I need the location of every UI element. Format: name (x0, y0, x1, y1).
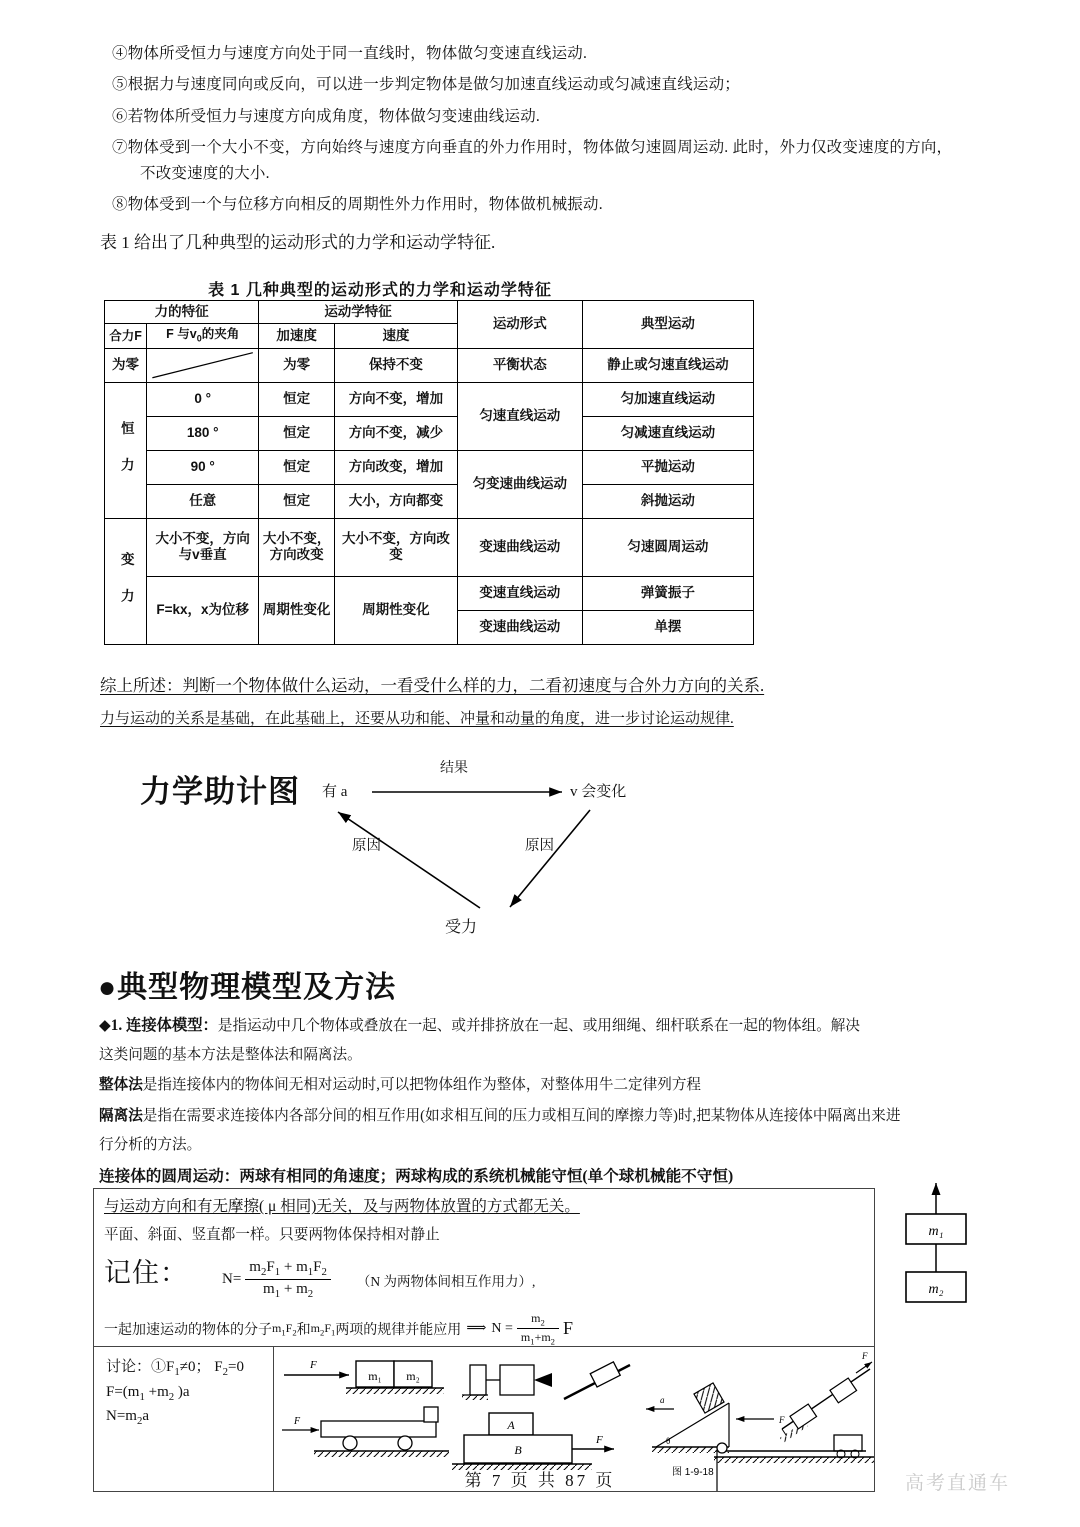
cell-spring-velocity: 周期性变化 (335, 576, 458, 644)
table-row (105, 450, 754, 484)
line3-term-2: $m_2F_1$ (310, 1320, 336, 1338)
line3-fraction (517, 1311, 559, 1347)
svg-text:F: F (294, 1416, 301, 1427)
diagram-node-v: v 会变化 (570, 784, 627, 800)
cell-spring-typical-1: 单摆 (582, 610, 753, 644)
equation-fraction (245, 1259, 331, 1300)
cell-diagonal-slash (147, 348, 259, 382)
cell-zero-typical: 静止或匀速直线运动 (582, 348, 753, 382)
discussion-line-3: $N=m_2a$ (106, 1408, 150, 1428)
svg-text:F: F (862, 1351, 868, 1361)
cell-var-angle: 大小不变，方向与v垂直 (147, 518, 259, 576)
line3-mid: 和 (296, 1322, 311, 1338)
whole-method (99, 1075, 987, 1096)
diagram-arrows (100, 752, 720, 952)
characteristics-table (104, 300, 754, 645)
cell-velocity-2: 方向改变，增加 (335, 450, 458, 484)
table-row (105, 576, 754, 610)
force-motion-diagram (100, 752, 720, 952)
discussion-line-2: $F=(m_1 +m_2$ )a (106, 1383, 190, 1403)
intro-item-7: ⑦物体受到一个大小不变，方向始终与速度方向垂直的外力作用时，物体做匀速圆周运动. 此时，外力仅改变速度的方向， (112, 139, 953, 157)
whole-method-label: 整体法 (99, 1077, 143, 1094)
equation-note: （N 为两物体间相互作用力）, (356, 1273, 536, 1289)
intro-item-5: ⑤根据力与速度同向或反向，可以进一步判定物体是做匀加速直线运动或匀减速直线运动； (112, 76, 741, 94)
isolate-method-cont: 行分析的方法。 (99, 1136, 202, 1153)
svg-text:a: a (660, 1395, 665, 1405)
diagram-node-force: 受力 (445, 919, 478, 936)
cell-typical-2: 平抛运动 (582, 450, 753, 484)
cell-angle-0: 0 ° (147, 382, 259, 416)
isolate-method-label: 隔离法 (99, 1108, 143, 1125)
line3-term-1: $m_1F_2$ (272, 1320, 297, 1338)
cell-typical-1: 匀减速直线运动 (582, 416, 753, 450)
summary-block (100, 672, 1000, 728)
cell-var-accel: 大小不变，方向改变 (259, 518, 335, 576)
cell-velocity-3: 大小，方向都变 (335, 484, 458, 518)
cell-var-velocity: 大小不变，方向改变 (335, 518, 458, 576)
cell-velocity-1: 方向不变，减少 (335, 416, 458, 450)
diagram-edge-cause-left: 原因 (352, 838, 381, 854)
discussion-line-1: 讨论：$①F_1\ne 0$； $F_2=0$ (106, 1359, 244, 1378)
table-row (105, 484, 754, 518)
th-velocity: 速度 (335, 324, 458, 348)
fraction-denominator: $m_1 + m_2$ (263, 1281, 314, 1300)
diagram-node-a: 有 a (322, 784, 348, 800)
intro-item-6: ⑥若物体所受恒力与速度方向成角度，物体做匀变速曲线运动. (112, 107, 540, 125)
diagram-edge-result: 结果 (440, 761, 468, 776)
fraction-numerator: $m_2F_1 + m_1F_2$ (245, 1259, 331, 1280)
cell-constant-force-label: 恒 力 (105, 382, 147, 518)
model-item-1-cont: 这类问题的基本方法是整体法和隔离法。 (99, 1046, 362, 1063)
isolate-method-text: 是指在需要求连接体内各部分间的相互作用(如求相互间的压力或相互间的摩擦力等)时,把某物体从连接体中隔离出来进 (142, 1108, 901, 1125)
th-motion-form: 运动形式 (457, 301, 582, 349)
th-force-group: 力的特征 (105, 301, 259, 324)
intro-item-4: ④物体所受恒力与速度方向处于同一直线时，物体做匀变速直线运动. (112, 45, 588, 62)
diagram-edge-cause-right: 原因 (525, 838, 554, 854)
intro-item-7-cont: 不改变速度的大小. (140, 164, 270, 182)
cell-form-uniform-curve: 匀变速曲线运动 (457, 450, 582, 518)
model-item-1-label: ◆1. 连接体模型： (99, 1017, 218, 1034)
intro-item-8: ⑧物体受到一个与位移方向相反的周期性外力作用时，物体做机械振动. (112, 196, 603, 214)
line3-f: F (562, 1318, 573, 1339)
equation-lhs: N= (222, 1271, 242, 1287)
page-footer: 第 7 页 共 87 页 (464, 1471, 616, 1490)
table-row (105, 382, 754, 416)
cell-accel-3: 恒定 (259, 484, 335, 518)
cell-accel-1: 恒定 (259, 416, 335, 450)
cell-zero-resultant: 为零 (105, 348, 147, 382)
summary-line-2: 力与运动的关系是基础，在此基础上，还要从功和能、冲量和动量的角度，进一步讨论运动规律. (100, 711, 734, 727)
whole-method-text: 是指连接体内的物体间无相对运动时,可以把物体组作为整体，对整体用牛二定律列方程 (142, 1077, 702, 1094)
figure-label: 图 1-9-18 (672, 1467, 714, 1478)
cell-accel-0: 恒定 (259, 382, 335, 416)
line3-denominator: $m_1+m_2$ (520, 1330, 555, 1347)
th-acceleration: 加速度 (259, 324, 335, 348)
svg-text:m₁: m₁ (928, 1224, 944, 1239)
cell-zero-velocity: 保持不变 (335, 348, 458, 382)
cell-spring-form-0: 变速直线运动 (457, 576, 582, 610)
table-row (105, 518, 754, 576)
cell-form-uniform-line: 匀速直线运动 (457, 382, 582, 450)
intro-list (112, 44, 992, 227)
svg-text:m₂: m₂ (928, 1282, 944, 1297)
table-caption: 表 1 几种典型的运动形式的力学和运动学特征 (208, 282, 552, 299)
cell-spring-form-1: 变速曲线运动 (457, 610, 582, 644)
summary-line-1: 综上所述：判断一个物体做什么运动，一看受什么样的力，二看初速度与合外力方向的关系. (100, 676, 765, 695)
cell-zero-accel: 为零 (259, 348, 335, 382)
cell-spring-accel: 周期性变化 (259, 576, 335, 644)
line3-n: N = (491, 1320, 513, 1336)
watermark: 高考直通车 (905, 1473, 1011, 1494)
formula-line-2: 平面、斜面、竖直都一样。只要两物体保持相对静止 (104, 1227, 440, 1243)
circular-motion-note: 连接体的圆周运动：两球有相同的角速度；两球构成的系统机械能守恒(单个球机械能不守恒) (99, 1167, 734, 1185)
line3-numerator: $m_2$ (517, 1311, 559, 1329)
line3-post: 两项的规律并能应用 (335, 1322, 462, 1338)
th-angle: F 与$v_0$的夹角 (147, 324, 259, 348)
cell-spring-angle: F=kx，x为位移 (147, 576, 259, 644)
cell-spring-typical-0: 弹簧振子 (582, 576, 753, 610)
cell-angle-180: 180 ° (147, 416, 259, 450)
table-row-group-header (105, 301, 754, 324)
isolate-method (99, 1106, 987, 1127)
th-typical-motion: 典型运动 (582, 301, 753, 349)
cell-var-typical: 匀速圆周运动 (582, 518, 753, 576)
formula-box (93, 1188, 875, 1346)
cell-typical-0: 匀加速直线运动 (582, 382, 753, 416)
th-kinematic-group: 运动学特征 (259, 301, 458, 324)
body-text (99, 1015, 987, 1192)
cell-typical-3: 斜抛运动 (582, 484, 753, 518)
table-row (105, 348, 754, 382)
cell-accel-2: 恒定 (259, 450, 335, 484)
diagram-title: 力学助计图 (140, 774, 300, 809)
svg-text:F: F (596, 1434, 603, 1446)
model-item-1-text: 是指运动中几个物体或叠放在一起、或并排挤放在一起、或用细绳、细杆联系在一起的物体组。解决 (217, 1018, 860, 1034)
th-resultant-force: 合力F (105, 324, 147, 348)
svg-text:F: F (310, 1359, 317, 1371)
cell-angle-90: 90 ° (147, 450, 259, 484)
table-lead-text: 表 1 给出了几种典型的运动形式的力学和运动学特征. (100, 233, 496, 252)
remember-label: 记住： (104, 1258, 188, 1288)
svg-text:θ: θ (666, 1436, 671, 1446)
hanging-blocks-figure (884, 1178, 994, 1328)
table-row (105, 416, 754, 450)
cell-var-form: 变速曲线运动 (457, 518, 582, 576)
svg-text:F: F (779, 1415, 785, 1425)
line3-arrow: ⟹ (466, 1321, 487, 1337)
line3-pre: 一起加速运动的物体的分子 (104, 1322, 272, 1338)
svg-text:m₁: m₁ (368, 1369, 382, 1383)
cell-angle-any: 任意 (147, 484, 259, 518)
svg-text:A: A (507, 1418, 515, 1432)
formula-main-equation (222, 1259, 535, 1300)
model-item-1 (99, 1015, 987, 1037)
formula-line-1: 与运动方向和有无摩擦( μ 相同)无关，及与两物体放置的方式都无关。 (104, 1198, 580, 1215)
cell-velocity-0: 方向不变，增加 (335, 382, 458, 416)
cell-variable-force-label: 变 力 (105, 518, 147, 644)
cell-zero-form: 平衡状态 (457, 348, 582, 382)
svg-text:m₂: m₂ (406, 1369, 420, 1383)
svg-text:B: B (514, 1443, 522, 1457)
section-heading-models: ●典型物理模型及方法 (98, 971, 397, 1004)
formula-line-3 (104, 1311, 573, 1347)
